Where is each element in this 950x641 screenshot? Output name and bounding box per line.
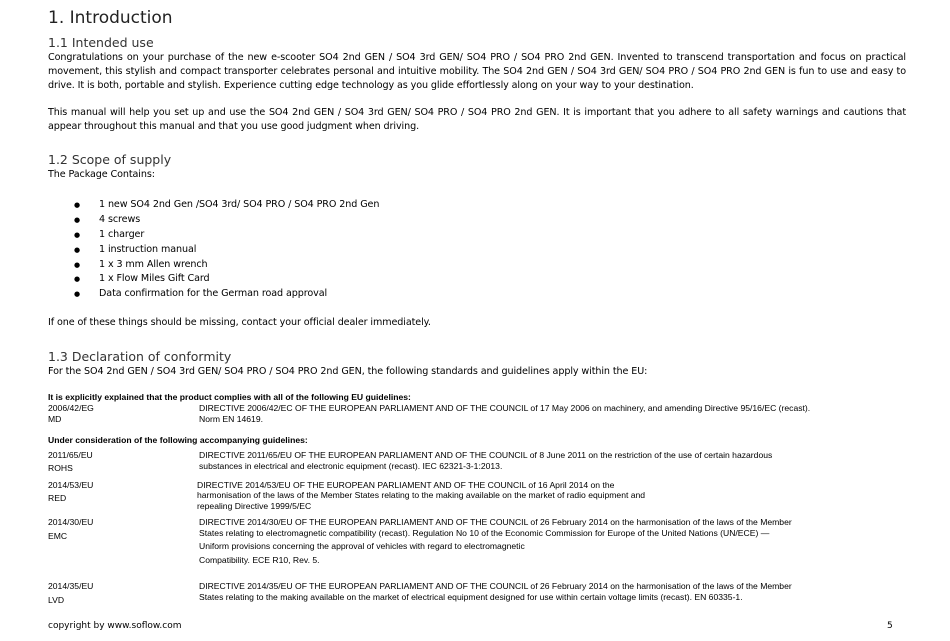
- package-contains-label: The Package Contains:: [48, 169, 155, 180]
- directive-description: DIRECTIVE 2014/53/EU OF THE EUROPEAN PARLIAMENT AND OF THE COUNCIL of 16 April 2014 on the: [197, 480, 615, 490]
- intended-use-paragraph-1: Congratulations on your purchase of the new e-scooter SO4 2nd GEN / SO4 3rd GEN/ SO4 PRO / SO4 PRO 2nd GEN. Invented to transcend transportation and focus on practical movement, this stylish and compact transporter celebrates personal and intuitive mobility. The SO4 2nd GEN / SO4 3rd GEN/ SO4 PRO / SO4 PRO 2nd GEN is fun to use and easy to drive. It is both, portable and stylish. Experience cutting edge technology as you glide effortlessly along on your way to your destination.: [48, 52, 906, 91]
- directive-short-name: RED: [48, 493, 67, 503]
- directive-code: 2014/35/EU: [48, 581, 94, 591]
- section-title-intended-use: 1.1 Intended use: [48, 35, 154, 50]
- directive-code: 2011/65/EU: [48, 450, 93, 460]
- directive-description: Norm EN 14619.: [199, 414, 264, 424]
- directive-description: Uniform provisions concerning the approval of vehicles with regard to electromagnetic: [199, 541, 525, 551]
- directive-description: States relating to electromagnetic compatibility (recast). Regulation No 10 of the Economic Commission for Europe of the United Nations (UN/ECE) —: [199, 528, 770, 538]
- section-title-declaration-of-conformity: 1.3 Declaration of conformity: [48, 349, 232, 364]
- conformity-intro: For the SO4 2nd GEN / SO4 3rd GEN/ SO4 PRO / SO4 PRO 2nd GEN, the following standards and guidelines apply within the EU:: [48, 366, 648, 377]
- list-item: ● 1 charger: [74, 228, 379, 243]
- directive-description: substances in electrical and electronic equipment (recast). IEC 62321-3-1:2013.: [199, 461, 503, 471]
- missing-items-note: If one of these things should be missing, contact your official dealer immediately.: [48, 317, 431, 328]
- directive-description: DIRECTIVE 2014/35/EU OF THE EUROPEAN PARLIAMENT AND OF THE COUNCIL of 26 February 2014 on the harmonisation of the laws of the Member: [199, 581, 792, 591]
- directive-code: 2014/53/EU: [48, 480, 94, 490]
- directive-description: States relating to the making available on the market of electrical equipment designed for use within certain voltage limits (recast). EN 60335-1.: [199, 592, 743, 602]
- directive-description: DIRECTIVE 2011/65/EU OF THE EUROPEAN PARLIAMENT AND OF THE COUNCIL of 8 June 2011 on the restriction of the use of certain hazardous: [199, 450, 773, 460]
- directive-description: DIRECTIVE 2014/30/EU OF THE EUROPEAN PARLIAMENT AND OF THE COUNCIL of 26 February 2014 on the harmonisation of the laws of the Member: [199, 517, 792, 527]
- intended-use-paragraph-2: This manual will help you set up and use the SO4 2nd GEN / SO4 3rd GEN/ SO4 PRO / SO4 PRO 2nd GEN. It is important that you adhere to all safety warnings and cautions that appear throughout this manual and that you use good judgment when driving.: [48, 107, 906, 132]
- directive-short-name: LVD: [48, 595, 65, 605]
- directive-code: 2006/42/EG: [48, 403, 94, 413]
- accompanying-guidelines-heading: Under consideration of the following accompanying guidelines:: [48, 435, 308, 445]
- section-title-scope-of-supply: 1.2 Scope of supply: [48, 152, 172, 167]
- list-item: ● 4 screws: [74, 213, 379, 228]
- list-item: ● 1 x Flow Miles Gift Card: [74, 272, 379, 287]
- explicit-guidelines-heading: It is explicitly explained that the product complies with all of the following EU guidelines:: [48, 392, 411, 402]
- page-number: 5: [887, 621, 893, 631]
- directive-code: 2014/30/EU: [48, 517, 94, 527]
- list-item: ● Data confirmation for the German road approval: [74, 287, 379, 302]
- directive-short-name: ROHS: [48, 463, 73, 473]
- list-item: ● 1 instruction manual: [74, 243, 379, 258]
- directive-description: Compatibility. ECE R10, Rev. 5.: [199, 555, 320, 565]
- directive-description: DIRECTIVE 2006/42/EC OF THE EUROPEAN PARLIAMENT AND OF THE COUNCIL of 17 May 2006 on machinery, and amending Directive 95/16/EC (recast).: [199, 403, 811, 413]
- page-title: 1. Introduction: [48, 8, 173, 28]
- list-item: ● 1 new SO4 2nd Gen /SO4 3rd/ SO4 PRO / SO4 PRO 2nd Gen: [74, 198, 379, 213]
- directive-short-name: MD: [48, 414, 62, 424]
- list-item: ● 1 x 3 mm Allen wrench: [74, 258, 379, 273]
- directive-short-name: EMC: [48, 531, 68, 541]
- package-contents-list: [74, 198, 379, 302]
- footer-copyright: copyright by www.soflow.com: [48, 621, 182, 631]
- directive-description: repealing Directive 1999/5/EC: [197, 501, 312, 511]
- directive-description: harmonisation of the laws of the Member States relating to the making available on the market of radio equipment and: [197, 490, 646, 500]
